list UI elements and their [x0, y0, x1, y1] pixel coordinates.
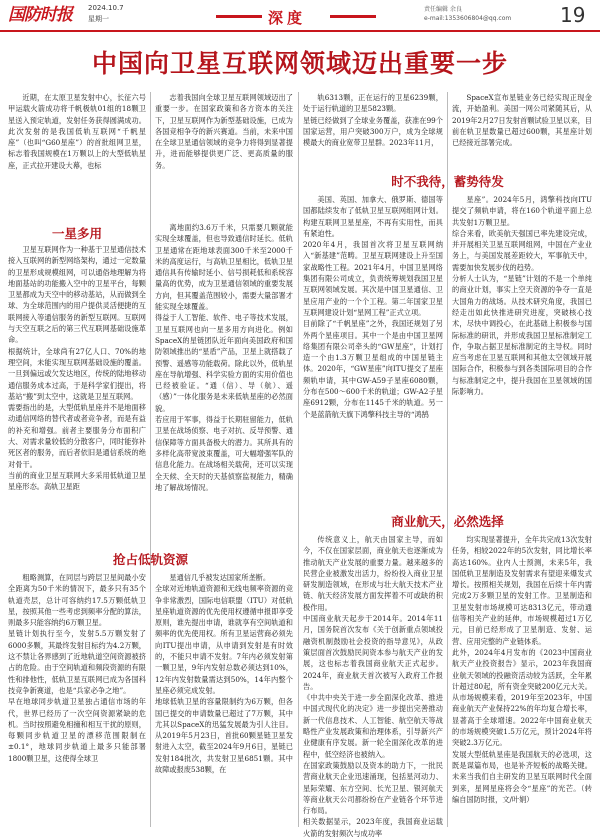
editor: 责任编辑 余良 [424, 6, 462, 13]
section-heading: 一星多用 [51, 226, 102, 241]
section2-col-3: 美国、英国、加拿大、俄罗斯、德国等国都陆续发布了低轨卫星互联网组网计划。构建互联网卫星星座，不再有实用性，而具有紧迫性。 2020年4月，我国首次将卫星互联网纳入“新基建”范畴。卫星互联网建设上升至国家战略性工程。2021年4月，中国卫星网络集团有限公司成立，负责统筹规划我国卫星互联网领域发展。其次是中国卫星通信、卫星应用产业的一个个工程。第二年国家卫星互联网建设计划“星网工程”正式立项。 目前除了“千帆星座”之外，我国还规划了另外两个星座项目。其中一个是由中国卫星网络集团有限公司牵头的“GW星座”，计划打造一个由1.3万颗卫星组成的中国星链主体。2020年，“GW星座”向ITU提交了星座频轨申请，其中GW-A59子星座6080颗，分布在500～600千米的轨道；GW-A2子星座6912颗，分布在1145千米的轨道。另一个是蓝箭航天旗下鸿擎科技主导的“鸿鹄 [303, 195, 443, 419]
email: e-mail:1353606804@qq.com [424, 15, 512, 22]
section-heading: 抢占低轨资源 [112, 552, 188, 567]
article-title: 中国向卫星互联网领域迈出重要一步 [91, 49, 508, 78]
issue-date [88, 3, 124, 25]
section-heading: 商业航天，必然选择 [391, 514, 504, 529]
date: 2024.10.7 [88, 4, 124, 12]
section2-col-4: 星座”。2024年5月，鸿擎科技向ITU提交了频轨申请，将在160个轨道平面上总共发射1万颗卫星。 综合来看，欧美航天强国已率先建设完成，并开展相关卫星互联网组网，中国在产业业务上，与美国发展差距较大，军事航天中，需要加快发展步伐的趋势。 分析人士认为，“星链”计划的不是一个单纯的商业计划，事实上空天资源的争夺一直是大国角力的战场。从技术研究角度，我国已经走出如此快推进研究进度，突破核心技术，尽快中调投心，在此基础上积极参与国际标准的研讯，并形成我国卫星标准制定工作，争取占据卫星标准制定的主导权。同时应当考虑在卫星互联网和其他太空领域开展国际合作，积极参与到各类国际项目的合作与标准制定之中，提升我国在卫星领域的国际影响力。 [452, 195, 592, 397]
section4-col-4: 均实现显著提升，全年共完成13次发射任务，相较2022年的5次发射，同比增长率高达160%。业内人士预测，未来5年，我国低轨卫星制造及发射需求有望迎来爆发式增长。按照相关规划，我国在后续十年内需完成2万多颗卫星的发射工作。卫星制造和卫星发射市场规模可达8313亿元，带动通信等相关产业的延伸，市场规模超过1万亿元，目前已经形成了卫星制造、发射、运营、应用完整的产业链体系。 此外，2024年4月发布的《2023中国商业航天产业投资报告》显示，2023年我国商业航天领域的投融资活动较为活跃，全年累计超过80起，所有资金突破200亿元大关。从市场规模来看，2019年至2023年，中国商业航天产业保持22%的年均复合增长率，显著高于全球增速。2022年中国商业航天的市场规模突破1.5万亿元，预计2024年将突破2.3万亿元。 发展大型低轨星座是我国航天的必选项，这既是谋篇布局，也是补齐短板的战略关键。未来当我们自主研发的卫星互联网时代全面到来，星网星座将会令“星座”的光芒。（转编自国防时报，文/叶娟） [452, 535, 592, 804]
section-heading: 时不我待，蓄势待发 [391, 174, 504, 189]
weekday: 星期一 [88, 15, 109, 23]
masthead-logo: 国防时报 [8, 5, 72, 25]
section-bar-left [216, 15, 262, 18]
section1-col-1: 卫星互联网作为一种基于卫星通信技术接入互联网的新型网络架构，通过一定数量的卫星形成规模组网，可以通俗地理解为将地面基站的功能搬入空中的卫星平台，每颗卫星都成为天空中的移动基站，从而做到全球、为全球范围内的用户提供灵活便捷的互联网接入等通信服务的新型互联网。互联网与天空互联之后的第三代互联网基础设施革命。 根据统计，全球尚有27亿人口、70%的地理空间，未能实现互联网基础设施的覆盖。一旦到偏远或欠发达地区，传统的陆地移动通信服务成本过高，于是科学家们提出，将基站“搬”到太空中，这就是卫星互联网。 需要指出的是，大型低轨星座并不是地面移动通信网络的替代者或者竞争者，而是有益的补充和增强。前者主要服务分布面积广大、对需求量较低的分散客户，同时能弥补死区者的服务，而后者依旧是通信系统的绝对骨干。 当前的商业卫星互联网大多采用低轨道卫星星座形态。高轨卫星距 [8, 245, 146, 492]
intro-col-3: 轨6313颗，正在运行的卫星6239颗，处于运行轨道的卫星5823颗。 星链已经做到了全球业务覆盖，获准在99个国家运营，用户突破300万户，成为全球规模最大的商业宽带卫星群。2023年11月， [303, 93, 443, 148]
section1-col-2: 离地面约3.6万千米，只需要几颗就能实现全球覆盖，但也导致通信时延长。低轨卫星通常在距地球表面300千米至2000千米的高度运行，与高轨卫星相比，低轨卫星通信具有传输时延小、信号损耗低和系统容量高的优势，成为卫星通信领域的重要发展方向，但其覆盖范围较小，需要大量部署才能实现全球覆盖。 得益于人工智能、软件、电子等技术发展，卫星互联网也向一星多用方向进化。例如SpaceX的星链团队近年面向美国政府和国防领域推出的“星盾”产品，卫星上就搭载了预警、遥感等功能载荷。除此以外，低轨星座在导航增强、科学实验方面的实用价值也已经被验证。“通（信）、导（航）、遥（感）”一体化服务是未来低轨星座的必然面貌。 若应用于军事，得益于长期驻留能力，低轨卫星在战场侦察、电子对抗、反导预警、通信保障等方面具备极大的潜力。其所具有的多样化高带宽波束覆盖，可大幅增强军队的信息化能力。在战场相关载荷，还可以实现全天候、全天时的天基侦察监视能力，精确地了解战场情况。 [155, 223, 293, 492]
section3-col-1: 粗略测算，在同层与跨层卫星间最小安全距离为50千米的情况下，最多只有35个轨道壳层，总计可容纳约17.5万颗低轨卫星，按照其他一些考虑到频率分配的算法，则最多只能容纳约6万颗卫星。 星链计划执行至今，发射5.5万颗发射了6000多颗，其最终发射目标约为4.2万颗，这不禁让各界感到了近地轨道空间资源被挤占的危险。由于空间轨道和频段资源的有限性和排他性，低轨卫星互联网已成为各国科技竞争新赛道，也是“兵家必争之地”。 早在地球同步轨道卫星独占通信市场的年代，世界已经历了一次空间资源紧缺的危机。当时按照避免相撞和相互干扰的原则，每颗同步轨道卫星的漂移范围限制在±0.1°，地球同步轨道上最多只能部署1800颗卫星，这使得全球卫 [8, 573, 146, 763]
page-number: 19 [560, 3, 586, 27]
section-bar-right [330, 15, 376, 18]
column-divider [150, 92, 151, 827]
intro-col-4: SpaceX宣布星链业务已经实现正现金流，开始盈利。美国一网公司紧随其后，从2019年2月27日发射首颗试验卫星以来，目前在轨卫星数量已超过600颗，其星座计划已经接近部署完成。 [452, 93, 592, 148]
section4-col-3: 传统意义上，航天由国家主导，而如今，不仅在国家层面，商业航天也逐渐成为推动航天产业发展的重要力量。越来越多的民营企业被激发出活力，纷纷投入商业卫星研发制造领域，在形成与壮大航天技术产业链、航天经济发展方面发挥着不可或缺的积极作用。 中国商业航天起步于2014年。2014年11月，国务院首次发布《关于创新重点领域投融资机制鼓励社会投资的指导意见》，从政策层面首次鼓励民间资本参与航天产业的发展，这也标志着我国商业航天正式起步。2024年，商业航天首次被写入政府工作报告。 《中共中央关于进一步全面深化改革、推进中国式现代化的决定》进一步提出完善推动新一代信息技术、人工智能、航空航天等战略性产业发展政策和治理体系，引导新兴产业健康有序发展。新一轮全面深化改革的进程中，低空经济也被纳入。 在国家政策鼓励以及资本的助力下，一批民营商业航天企业迅速涌现，包括星河动力、星际荣耀、东方空间、长光卫星、银河航天等商业航天公司都纷纷在产业链各个环节进行布局。 相关数据显示，2023年度，我国商业运载火箭的发射频次与成功率 [303, 535, 443, 838]
editor-info [424, 5, 511, 23]
intro-col-2: 志着我国向全球卫星互联网领域迈出了重要一步。在国家政策和各方资本的关注下，卫星互联网作为新型基础设施，已成为各国竞相争夺的新兴赛道。当前，未来中国在全球卫星通信领域的竞争力将得到显著提升，进而能够提供更广泛、更高质量的服务。 [155, 93, 293, 170]
column-divider [447, 92, 448, 827]
page-header [0, 0, 600, 32]
section3-col-2: 星通信几乎被发达国家所垄断。 全球对近地轨道资源和无线电频率资源的竞争非常激烈，国际电信联盟（ITU）对低轨星座轨道资源的优先使用权遵循申报即享受原则，谁先提出申请，谁就享有空间轨道和频率的优先使用权。所有卫星运营商必须先向ITU提出申请，从申请到发射是有时效的，不能只申请不发射。7年内必须发射第一颗卫星，9年内发射总数必须达到10%，12年内发射数量需达到50%，14年内整个星座必须完成发射。 地球低轨卫星的容量限制约为6万颗，但各国已提交的申请数量已超过了7万颗，其中尤其以SpaceX的迅猛发展最为引人注目。从2019年5月23日，首批60颗星链卫星发射进入太空，截至2024年9月6日，星链已发射184批次，共发射卫星6851颗。其中故障或报废538颗，在 [155, 573, 293, 775]
column-divider [298, 92, 299, 827]
intro-col-1: 近期，在太原卫星发射中心，长征六号甲运载火箭成功将千帆极轨01组的18颗卫星送入预定轨道，发射任务获得圆满成功。此次发射的是我国低轨互联网“千帆星座”（也叫“G60星座”）的首批组网卫星，标志着我国规模在1万颗以上的大型低轨星座，正式拉开建设大幕，也标 [8, 93, 146, 170]
section-name: 深度 [268, 9, 307, 27]
